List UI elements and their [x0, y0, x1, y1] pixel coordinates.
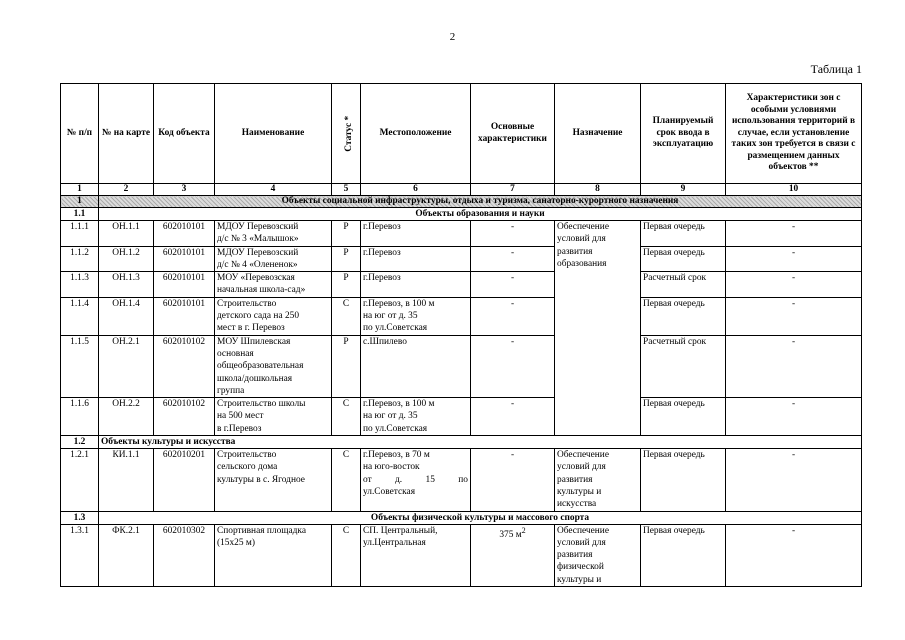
commissioning-term: Первая очередь	[641, 524, 726, 586]
purpose-line: искусства	[557, 499, 597, 510]
header-cell: Местоположение	[361, 84, 471, 184]
location-line: ул.Центральная	[363, 537, 426, 548]
table-row	[61, 272, 862, 298]
column-number-row	[61, 184, 862, 196]
location-line: на юг от д. 35	[363, 411, 418, 422]
location	[361, 246, 471, 272]
object-code: 602010102	[154, 335, 215, 397]
object-name	[215, 524, 332, 586]
group-number: 1.2	[61, 436, 99, 449]
header-cell: Назначение	[555, 84, 641, 184]
row-number: 1.1.3	[61, 272, 99, 298]
status-header-text: Статус *	[344, 115, 355, 152]
zone-characteristics: -	[726, 335, 862, 397]
name-line: начальная школа-сад»	[217, 285, 306, 296]
purpose-line: развития	[557, 474, 593, 485]
name-line: детского сада на 250	[217, 311, 300, 322]
location-line: ул.Советская	[363, 486, 416, 497]
object-code: 602010201	[154, 449, 215, 511]
purpose-line: Обеспечение	[557, 222, 609, 232]
purpose	[555, 221, 641, 436]
location-word: по	[458, 474, 468, 485]
purpose-line: развития	[557, 246, 593, 257]
row-number: 1.1.1	[61, 221, 99, 247]
commissioning-term: Первая очередь	[641, 221, 726, 247]
status: Р	[332, 272, 361, 298]
commissioning-term: Первая очередь	[641, 297, 726, 335]
object-code: 602010101	[154, 272, 215, 298]
header-cell: № п/п	[61, 84, 99, 184]
map-number: ОН.1.4	[99, 297, 154, 335]
location	[361, 272, 471, 298]
location-line: г.Перевоз, в 100 м	[363, 298, 435, 309]
row-number: 1.1.5	[61, 335, 99, 397]
characteristics: -	[471, 449, 555, 511]
status: Р	[332, 221, 361, 247]
name-line: д/с № 3 «Малышок»	[217, 234, 299, 245]
purpose-line: развития	[557, 550, 593, 561]
object-name	[215, 221, 332, 247]
location-word: д.	[395, 474, 403, 485]
row-number: 1.3.1	[61, 524, 99, 586]
object-code: 602010302	[154, 524, 215, 586]
header-cell: Основные характеристики	[471, 84, 555, 184]
zone-characteristics: -	[726, 524, 862, 586]
column-number: 3	[154, 184, 215, 196]
column-number: 2	[99, 184, 154, 196]
map-number: КИ.1.1	[99, 449, 154, 511]
zone-characteristics: -	[726, 221, 862, 247]
location	[361, 524, 471, 586]
location	[361, 297, 471, 335]
purpose-line: условий для	[557, 234, 606, 245]
characteristics: -	[471, 335, 555, 397]
location-word: от	[363, 474, 372, 485]
object-name	[215, 398, 332, 436]
purpose-line: условий для	[557, 462, 606, 473]
commissioning-term: Первая очередь	[641, 246, 726, 272]
name-line: на 500 мест	[217, 411, 264, 422]
status: С	[332, 524, 361, 586]
row-number: 1.2.1	[61, 449, 99, 511]
name-line: мест в г. Перевоз	[217, 323, 285, 334]
group-title: Объекты культуры и искусства	[99, 436, 862, 449]
header-cell-status	[332, 84, 361, 184]
group-number: 1.1	[61, 208, 99, 221]
table-row	[61, 246, 862, 272]
map-number: ОН.1.1	[99, 221, 154, 247]
name-line: Строительство	[217, 450, 277, 461]
purpose-line: условий для	[557, 537, 606, 548]
characteristics-value: 375 м	[499, 529, 522, 540]
map-number: ОН.1.2	[99, 246, 154, 272]
map-number: ОН.1.3	[99, 272, 154, 298]
section-title: Объекты социальной инфраструктуры, отдыха и туризма, санаторно-курортного назначения	[99, 196, 862, 208]
column-number: 9	[641, 184, 726, 196]
location-line: по ул.Советская	[363, 423, 428, 434]
header-cell: Наименование	[215, 84, 332, 184]
location-line: г.Перевоз	[363, 222, 401, 232]
location	[361, 335, 471, 397]
column-number: 5	[332, 184, 361, 196]
name-line: Строительство	[217, 298, 277, 309]
purpose-line: Обеспечение	[557, 450, 609, 461]
status: С	[332, 297, 361, 335]
characteristics	[471, 524, 555, 586]
column-number: 6	[361, 184, 471, 196]
commissioning-term: Расчетный срок	[641, 335, 726, 397]
map-number: ФК.2.1	[99, 524, 154, 586]
characteristics: -	[471, 272, 555, 298]
object-name	[215, 449, 332, 511]
row-number: 1.1.4	[61, 297, 99, 335]
zone-characteristics: -	[726, 246, 862, 272]
status: Р	[332, 335, 361, 397]
zone-characteristics: -	[726, 398, 862, 436]
column-number: 8	[555, 184, 641, 196]
group-title: Объекты образования и науки	[99, 208, 862, 221]
name-line: МДОУ Перевозский	[217, 222, 299, 232]
map-number: ОН.2.1	[99, 335, 154, 397]
name-line: основная	[217, 348, 254, 359]
object-code: 602010101	[154, 221, 215, 247]
location-line: г.Перевоз	[363, 247, 401, 258]
zone-characteristics: -	[726, 272, 862, 298]
table-row	[61, 221, 862, 247]
table-row	[61, 297, 862, 335]
object-name	[215, 297, 332, 335]
column-number: 1	[61, 184, 99, 196]
table-label: Таблица 1	[810, 62, 862, 76]
section-row	[61, 196, 862, 208]
group-row	[61, 511, 862, 524]
name-line: в г.Перевоз	[217, 423, 262, 434]
row-number: 1.1.6	[61, 398, 99, 436]
name-line: д/с № 4 «Олененок»	[217, 259, 298, 270]
table-row	[61, 449, 862, 511]
purpose	[555, 524, 641, 586]
status: Р	[332, 246, 361, 272]
objects-table	[60, 83, 862, 587]
row-number: 1.1.2	[61, 246, 99, 272]
location-line: с.Шпилево	[363, 336, 407, 347]
location-line: на юго-восток	[363, 462, 420, 473]
location-line	[363, 474, 468, 486]
location-line: СП. Центральный,	[363, 525, 438, 536]
commissioning-term: Расчетный срок	[641, 272, 726, 298]
object-name	[215, 335, 332, 397]
commissioning-term: Первая очередь	[641, 449, 726, 511]
object-name	[215, 246, 332, 272]
name-line: сельского дома	[217, 462, 278, 473]
object-code: 602010101	[154, 246, 215, 272]
purpose-line: физической	[557, 562, 604, 573]
column-number: 7	[471, 184, 555, 196]
map-number: ОН.2.2	[99, 398, 154, 436]
table-row	[61, 335, 862, 397]
group-number: 1.3	[61, 511, 99, 524]
page-number: 2	[449, 31, 456, 43]
object-code: 602010102	[154, 398, 215, 436]
group-row	[61, 208, 862, 221]
name-line: школа/дошкольная	[217, 373, 293, 384]
name-line: группа	[217, 385, 245, 396]
object-code: 602010101	[154, 297, 215, 335]
table-row	[61, 398, 862, 436]
name-line: культуры в с. Ягодное	[217, 474, 305, 485]
status: С	[332, 398, 361, 436]
table-row	[61, 524, 862, 586]
characteristics: -	[471, 246, 555, 272]
section-number: 1	[61, 196, 99, 208]
object-name	[215, 272, 332, 298]
characteristics: -	[471, 297, 555, 335]
location	[361, 398, 471, 436]
characteristics: -	[471, 398, 555, 436]
column-number: 4	[215, 184, 332, 196]
purpose	[555, 449, 641, 511]
header-cell: № на карте	[99, 84, 154, 184]
purpose-line: образования	[557, 258, 607, 269]
header-row	[61, 84, 862, 184]
location-line: по ул.Советская	[363, 323, 428, 334]
location-word: 15	[425, 474, 435, 485]
commissioning-term: Первая очередь	[641, 398, 726, 436]
name-line: общеобразовательная	[217, 361, 304, 372]
name-line: МОУ Шпилевская	[217, 336, 291, 347]
characteristics: -	[471, 221, 555, 247]
zone-characteristics: -	[726, 297, 862, 335]
header-cell: Планируемый срок ввода в эксплуатацию	[641, 84, 726, 184]
purpose-line: культуры и	[557, 486, 602, 497]
name-line: МДОУ Перевозский	[217, 247, 299, 258]
location-line: г.Перевоз, в 100 м	[363, 399, 435, 410]
name-line: Строительство школы	[217, 399, 306, 410]
location	[361, 449, 471, 511]
location	[361, 221, 471, 247]
name-line: Спортивная площадка	[217, 525, 307, 536]
location-line: г.Перевоз, в 70 м	[363, 450, 430, 461]
group-title: Объекты физической культуры и массового спорта	[99, 511, 862, 524]
location-line: г.Перевоз	[363, 273, 401, 284]
zone-characteristics: -	[726, 449, 862, 511]
location-line: на юг от д. 35	[363, 311, 418, 322]
name-line: (15х25 м)	[217, 537, 255, 548]
purpose-line: культуры и	[557, 574, 602, 585]
header-cell: Характеристики зон с особыми условиями использования территорий в случае, если установление таких зон требуется в связи с размещением данных объектов **	[726, 84, 862, 184]
header-cell: Код объекта	[154, 84, 215, 184]
column-number: 10	[726, 184, 862, 196]
characteristics-unit-power: 2	[521, 525, 526, 535]
purpose-line: Обеспечение	[557, 525, 609, 536]
name-line: МОУ «Перевозская	[217, 273, 295, 284]
status: С	[332, 449, 361, 511]
group-row	[61, 436, 862, 449]
